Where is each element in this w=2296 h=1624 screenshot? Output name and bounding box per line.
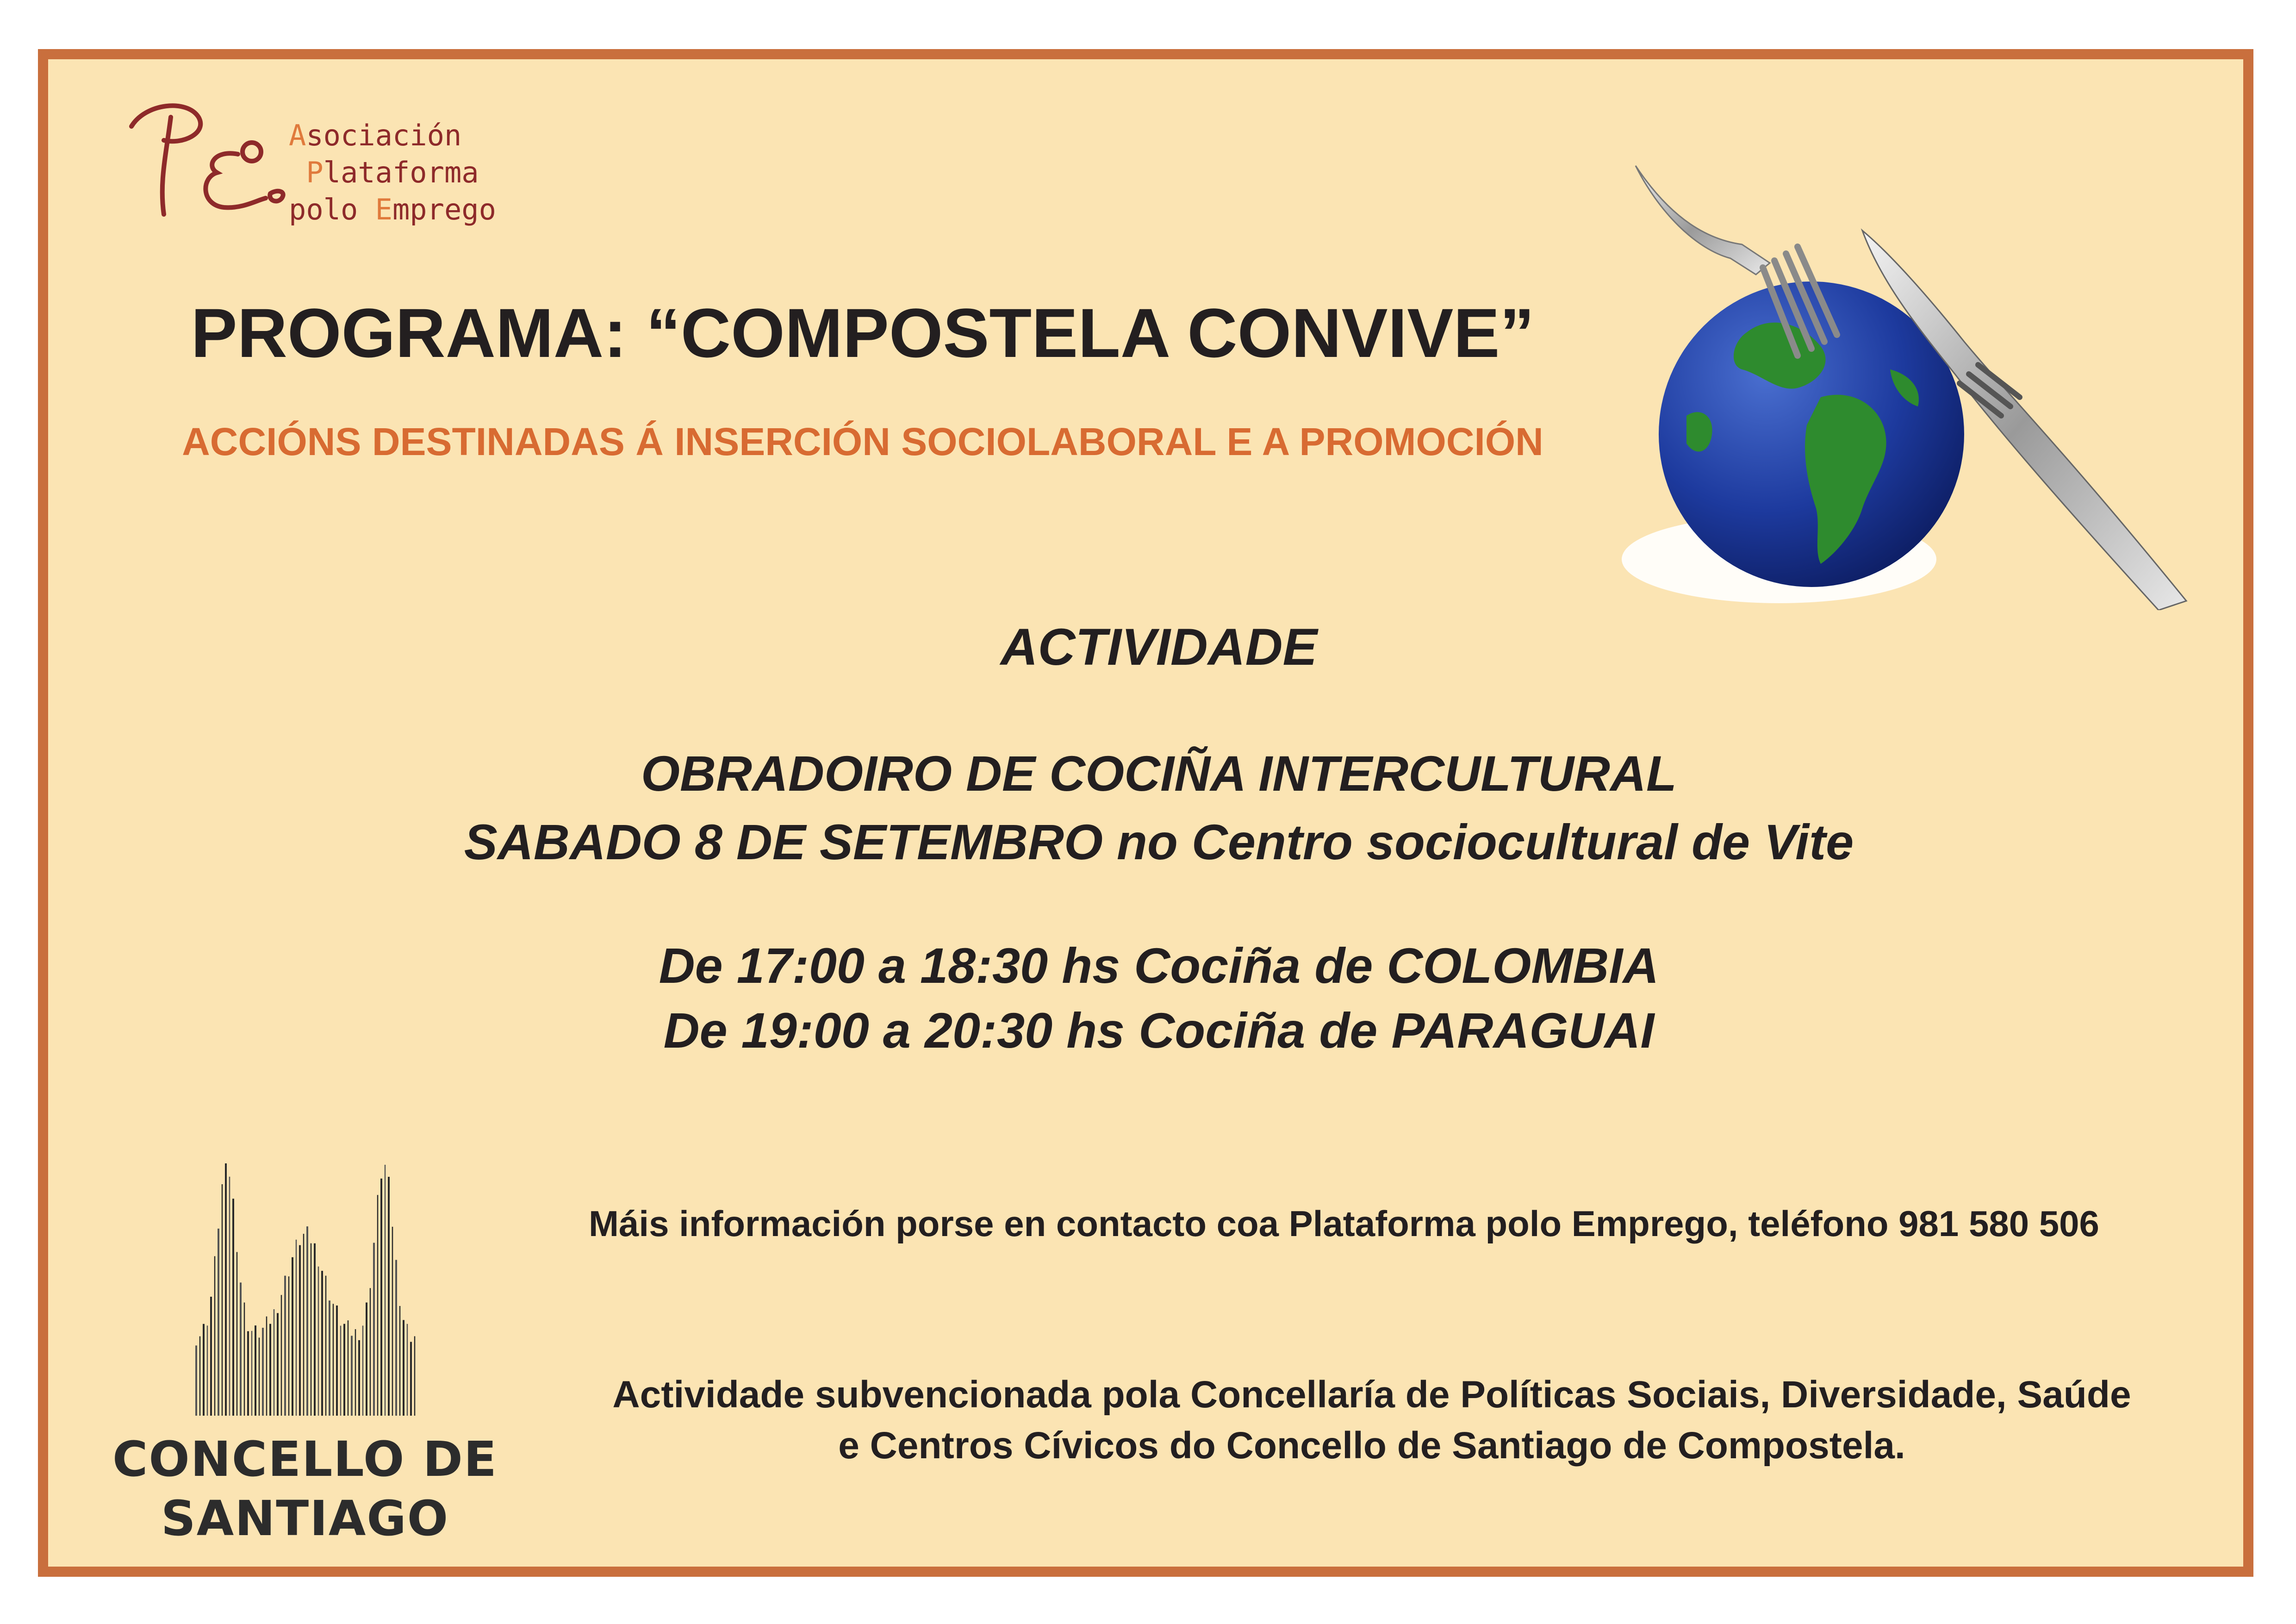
funding-line-2: e Centros Cívicos do Concello de Santiago de Compostela. xyxy=(838,1424,1905,1467)
funding-note xyxy=(497,1369,2246,1471)
funding-line-1: Actividade subvencionada pola Concellaría de Políticas Sociais, Diversidade, Saúde xyxy=(612,1374,2131,1416)
pe-logo-icon xyxy=(118,89,312,237)
association-word-3: polo xyxy=(289,193,375,226)
globe-cutlery-icon xyxy=(1603,156,2196,610)
program-title: PROGRAMA: “COMPOSTELA CONVIVE” xyxy=(191,294,1535,372)
program-subtitle: ACCIÓNS DESTINADAS Á INSERCIÓN SOCIOLABORAL E A PROMOCIÓN xyxy=(182,420,1543,463)
concello-line-2: SANTIAGO xyxy=(161,1490,449,1547)
association-word-4: mprego xyxy=(392,193,496,226)
cathedral-icon xyxy=(178,1161,437,1420)
session-colombia: De 17:00 a 18:30 hs Cociña de COLOMBIA xyxy=(659,937,1659,993)
poster xyxy=(38,49,2253,1577)
contact-info: Máis información porse en contacto coa Plataforma polo Emprego, teléfono 981 580 506 xyxy=(589,1203,2099,1244)
association-word-2: lataforma xyxy=(323,156,479,189)
association-word-1: sociación xyxy=(306,119,462,152)
association-name xyxy=(289,117,496,228)
activity-name: OBRADOIRO DE COCIÑA INTERCULTURAL xyxy=(641,745,1677,801)
association-initial-e: E xyxy=(375,193,392,226)
activity-date-place: SABADO 8 DE SETEMBRO no Centro sociocultural de Vite xyxy=(464,814,1854,870)
association-initial-p: P xyxy=(306,156,324,189)
concello-line-1: CONCELLO DE xyxy=(112,1431,498,1487)
activity-heading: ACTIVIDADE xyxy=(1000,618,1318,676)
concello-logo-text xyxy=(108,1430,502,1548)
association-initial-a: A xyxy=(289,119,306,152)
session-paraguai: De 19:00 a 20:30 hs Cociña de PARAGUAI xyxy=(663,1002,1655,1058)
